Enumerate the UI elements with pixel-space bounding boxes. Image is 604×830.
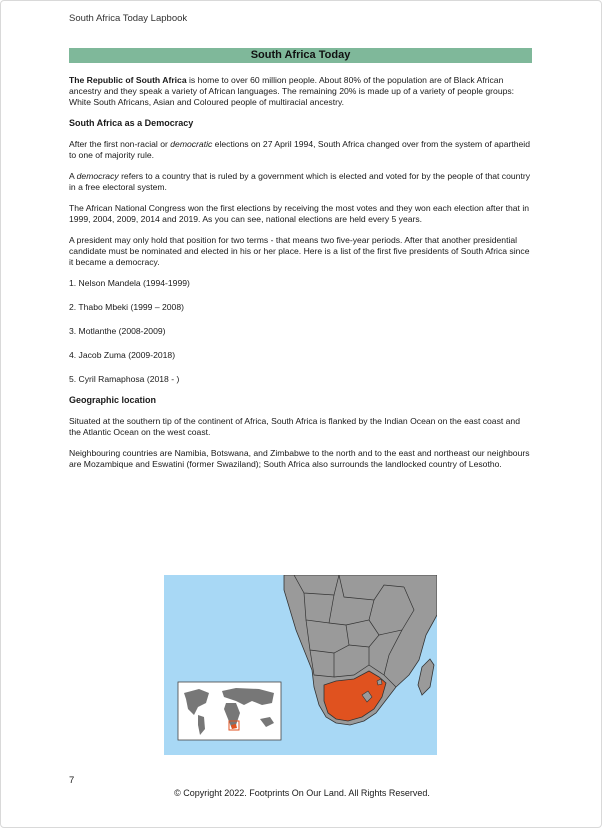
page-number: 7 <box>69 775 75 786</box>
presidents-list <box>69 278 532 385</box>
map-graphic <box>164 575 437 755</box>
president-item: 2. Thabo Mbeki (1999 – 2008) <box>69 302 184 312</box>
world-inset-map <box>178 682 281 740</box>
geography-heading: Geographic location <box>69 395 157 405</box>
running-header: South Africa Today Lapbook <box>69 13 188 24</box>
intro-paragraph <box>69 75 532 108</box>
main-content <box>69 75 532 480</box>
democracy-p2-emphasis: democracy <box>76 171 119 181</box>
democracy-p1-text-a: After the first non-racial or <box>69 139 171 149</box>
democracy-heading: South Africa as a Democracy <box>69 118 194 128</box>
page-title: South Africa Today <box>69 48 532 63</box>
democracy-paragraph-3: The African National Congress won the first elections by receiving the most votes and they won each election after that in 1999, 2004, 2009, 2014 and 2019. As you can see, national elections are held every 5 years. <box>69 203 530 224</box>
president-item: 1. Nelson Mandela (1994-1999) <box>69 278 190 288</box>
copyright-notice: © Copyright 2022. Footprints On Our Land. All Rights Reserved. <box>174 788 430 798</box>
president-item: 5. Cyril Ramaphosa (2018 - ) <box>69 374 180 384</box>
democracy-p2-text-b: refers to a country that is ruled by a government which is elected and voted for by the people of that country in a free electoral system. <box>69 171 530 192</box>
intro-bold: The Republic of South Africa <box>69 75 187 85</box>
democracy-p1-text-b: elections on 27 April 1994, South Africa changed over from the system of apartheid to one of majority rule. <box>69 139 530 160</box>
geography-paragraph-2: Neighbouring countries are Namibia, Botswana, and Zimbabwe to the north and to the east and northeast our neighbours are Mozambique and Eswatini (former Swaziland); South Africa also surrounds the landlocked country of Lesotho. <box>69 448 530 469</box>
geography-paragraph-1: Situated at the southern tip of the continent of Africa, South Africa is flanked by the Indian Ocean on the east coast and the Atlantic Ocean on the west coast. <box>69 416 520 437</box>
democracy-paragraph-1 <box>69 139 532 161</box>
president-item: 4. Jacob Zuma (2009-2018) <box>69 350 176 360</box>
democracy-paragraph-4: A president may only hold that position for two terms - that means two five-year periods. After that another presidential candidate must be nominated and elected in his or her place. Here is a list of the first five presidents of South Africa since it became a democracy. <box>69 235 530 267</box>
south-africa-map <box>164 575 437 755</box>
democracy-paragraph-2 <box>69 171 532 193</box>
president-item: 3. Motlanthe (2008-2009) <box>69 326 166 336</box>
democracy-p2-text-a: A <box>69 171 77 181</box>
intro-text: is home to over 60 million people. About 80% of the population are of Black African ancestry and they speak a variety of African languages. The remaining 20% is made up of a variety of people groups: White South Africans, Asian and Coloured people of multiracial ancestry. <box>69 75 515 107</box>
democracy-p1-emphasis: democratic <box>170 139 213 149</box>
